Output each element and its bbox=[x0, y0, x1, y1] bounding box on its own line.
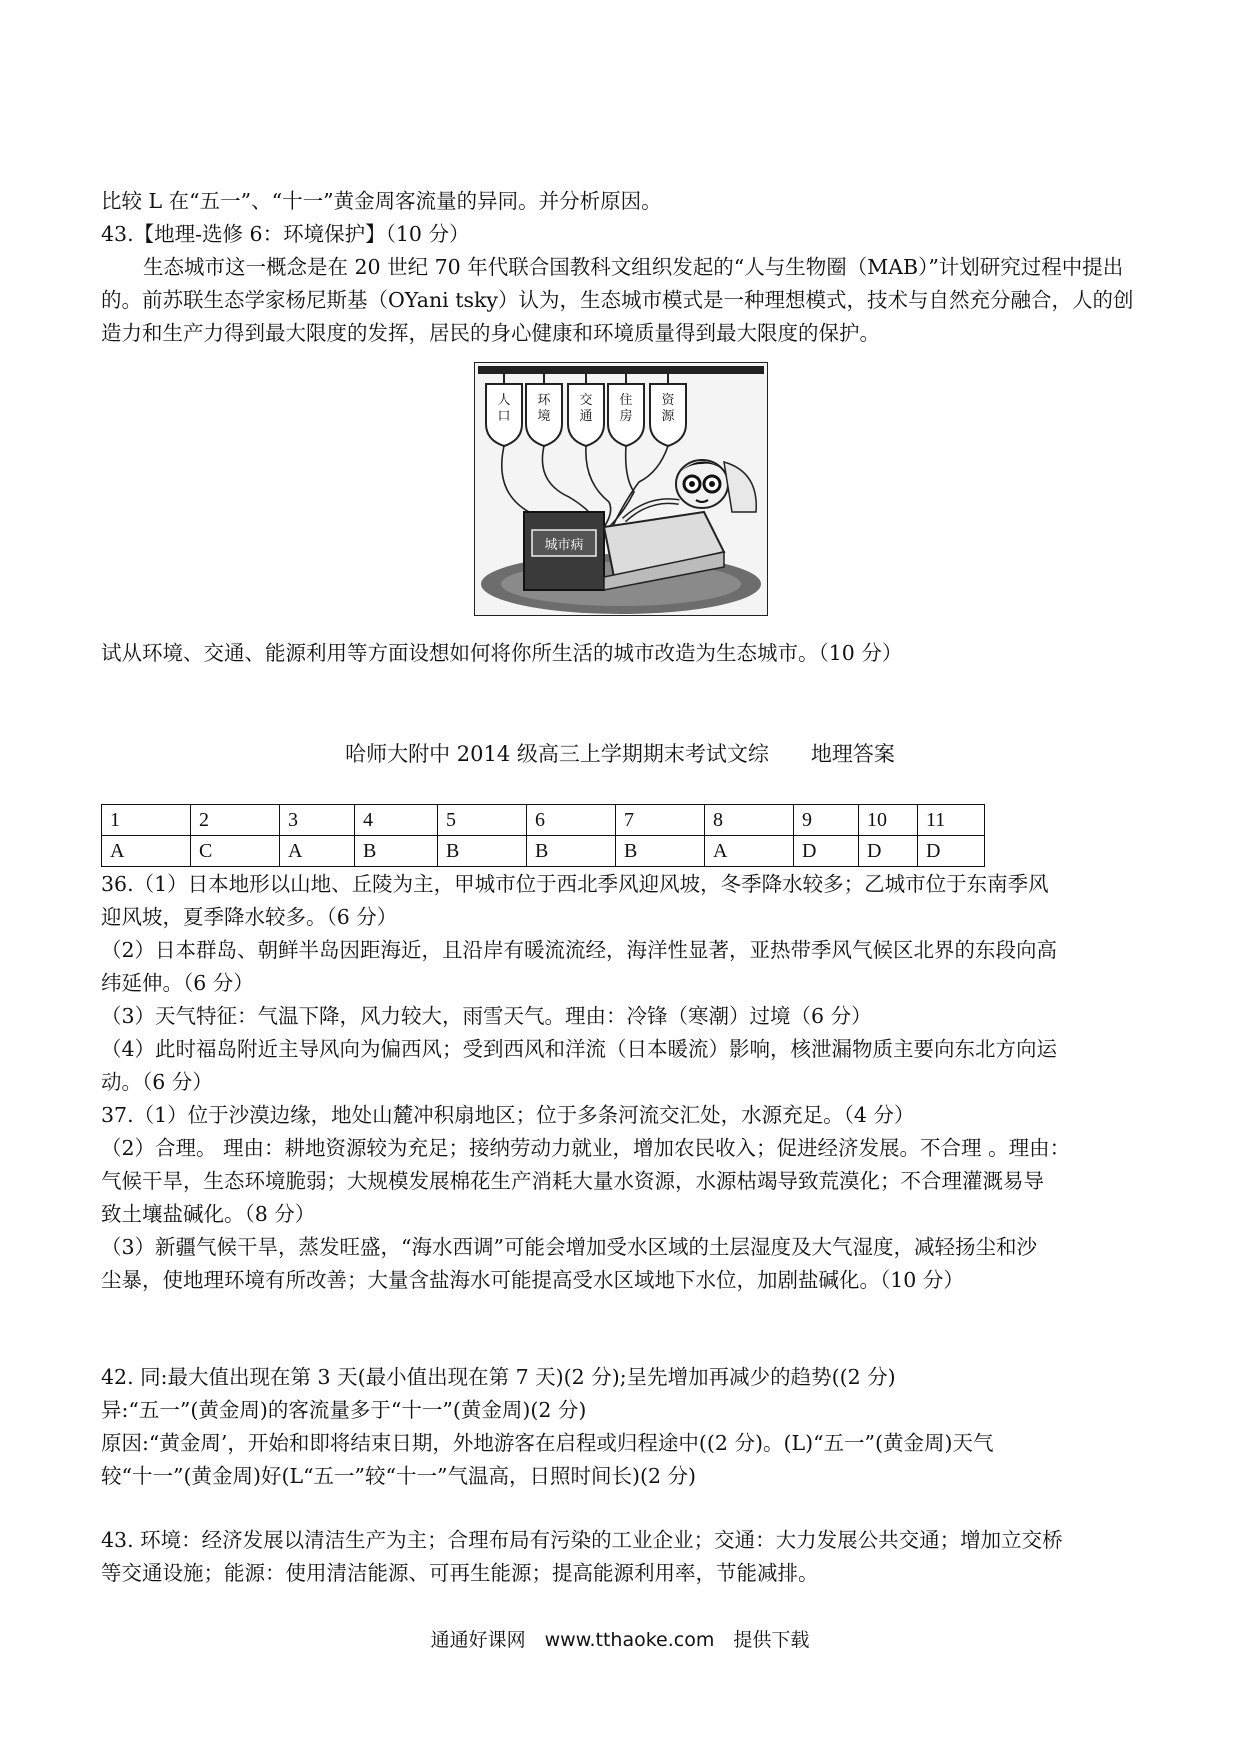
table-cell: A bbox=[280, 836, 355, 867]
table-cell: 10 bbox=[859, 805, 918, 836]
q43-question: 试从环境、交通、能源利用等方面设想如何将你所生活的城市改造为生态城市。（10 分） bbox=[101, 641, 903, 665]
table-cell: 9 bbox=[794, 805, 859, 836]
table-cell: 1 bbox=[102, 805, 191, 836]
table-cell: D bbox=[859, 836, 918, 867]
q42-line: 较“十一”(黄金周)好(L“五一”较“十一”气温高，日照时间长)(2 分) bbox=[101, 1464, 697, 1488]
answer-table-numbers-row bbox=[102, 805, 985, 836]
bag-label-1: 人口 bbox=[497, 393, 511, 424]
answers-title: 哈师大附中 2014 级高三上学期期末考试文综 地理答案 bbox=[345, 742, 895, 766]
table-cell: B bbox=[438, 836, 527, 867]
table-cell: 3 bbox=[280, 805, 355, 836]
bag-label-3: 交通 bbox=[579, 393, 593, 424]
bag-label-4: 住房 bbox=[619, 393, 633, 424]
q43-answer-line: 等交通设施；能源：使用清洁能源、可再生能源；提高能源利用率，节能减排。 bbox=[101, 1561, 819, 1585]
answer-table bbox=[101, 804, 985, 867]
table-cell: A bbox=[705, 836, 794, 867]
q43-header: 43.【地理-选修 6：环境保护】（10 分） bbox=[101, 222, 470, 246]
q42-line: 原因:“黄金周’，开始和即将结束日期，外地游客在启程或归程途中((2 分)。(L)“五一”(黄金周)天气 bbox=[101, 1431, 994, 1455]
table-cell: 4 bbox=[355, 805, 438, 836]
table-cell: B bbox=[527, 836, 616, 867]
q37-line: 气候干旱，生态环境脆弱；大规模发展棉花生产消耗大量水资源，水源枯竭导致荒漠化；不合理灌溉易导 bbox=[101, 1169, 1044, 1193]
table-cell: 5 bbox=[438, 805, 527, 836]
q43-answer-line: 43. 环境：经济发展以清洁生产为主；合理布局有污染的工业企业；交通：大力发展公共交通；增加立交桥 bbox=[101, 1528, 1063, 1552]
q37-line: （2）合理。 理由：耕地资源较为充足；接纳劳动力就业，增加农民收入；促进经济发展。不合理 。理由： bbox=[101, 1136, 1071, 1160]
table-cell: 8 bbox=[705, 805, 794, 836]
q37-line: 37.（1）位于沙漠边缘，地处山麓冲积扇地区；位于多条河流交汇处，水源充足。（4 分） bbox=[101, 1103, 915, 1127]
q42-line: 42. 同:最大值出现在第 3 天(最小值出现在第 7 天)(2 分);呈先增加再减少的趋势((2 分) bbox=[101, 1365, 896, 1389]
q36-line: （4）此时福岛附近主导风向为偏西风；受到西风和洋流（日本暖流）影响，核泄漏物质主要向东北方向运 bbox=[101, 1037, 1058, 1061]
table-cell: 2 bbox=[191, 805, 280, 836]
bag-label-5: 资源 bbox=[661, 393, 675, 424]
q37-line: 致土壤盐碱化。（8 分） bbox=[101, 1202, 316, 1226]
q43-intro-paragraph: 生态城市这一概念是在 20 世纪 70 年代联合国教科文组织发起的“人与生物圈（MAB）”计划研究过程中提出的。前苏联生态学家杨尼斯基（OYani tsky）认为，生态城市模式是一种理想模式，技术与自然充分融合，人的创造力和生产力得到最大限度的发挥，居民的身心健康和环境质量得到最大限度的保护。 bbox=[101, 255, 1134, 345]
q36-line: （2）日本群岛、朝鲜半岛因距海近，且沿岸有暖流流经，海洋性显著，亚热带季风气候区北界的东段向高 bbox=[101, 938, 1058, 962]
q37-line: 尘暴，使地理环境有所改善；大量含盐海水可能提高受水区域地下水位，加剧盐碱化。（10 分） bbox=[101, 1268, 964, 1292]
table-cell: 7 bbox=[616, 805, 705, 836]
bed-label: 城市病 bbox=[544, 538, 584, 553]
footer-source: 通通好课网 www.tthaoke.com 提供下载 bbox=[430, 1629, 810, 1651]
city-disease-cartoon bbox=[474, 362, 768, 616]
bag-label-2: 环境 bbox=[537, 393, 551, 424]
q36-line: 36.（1）日本地形以山地、丘陵为主，甲城市位于西北季风迎风坡，冬季降水较多；乙城市位于东南季风 bbox=[101, 872, 1049, 896]
table-cell: 11 bbox=[918, 805, 985, 836]
table-cell: D bbox=[794, 836, 859, 867]
table-cell: C bbox=[191, 836, 280, 867]
q36-line: 纬延伸。（6 分） bbox=[101, 971, 254, 995]
table-cell: 6 bbox=[527, 805, 616, 836]
table-cell: A bbox=[102, 836, 191, 867]
q42-question-tail: 比较 L 在“五一”、“十一”黄金周客流量的异同。并分析原因。 bbox=[101, 189, 662, 213]
q36-line: （3）天气特征：气温下降，风力较大，雨雪天气。理由：冷锋（寒潮）过境（6 分） bbox=[101, 1004, 872, 1028]
q37-line: （3）新疆气候干旱，蒸发旺盛，“海水西调”可能会增加受水区域的土层湿度及大气湿度，减轻扬尘和沙 bbox=[101, 1235, 1038, 1259]
table-cell: D bbox=[918, 836, 985, 867]
table-cell: B bbox=[616, 836, 705, 867]
answer-table-letters-row bbox=[102, 836, 985, 867]
table-cell: B bbox=[355, 836, 438, 867]
q42-line: 异:“五一”(黄金周)的客流量多于“十一”(黄金周)(2 分) bbox=[101, 1398, 587, 1422]
q36-line: 迎风坡，夏季降水较多。（6 分） bbox=[101, 905, 398, 929]
q36-line: 动。（6 分） bbox=[101, 1070, 213, 1094]
